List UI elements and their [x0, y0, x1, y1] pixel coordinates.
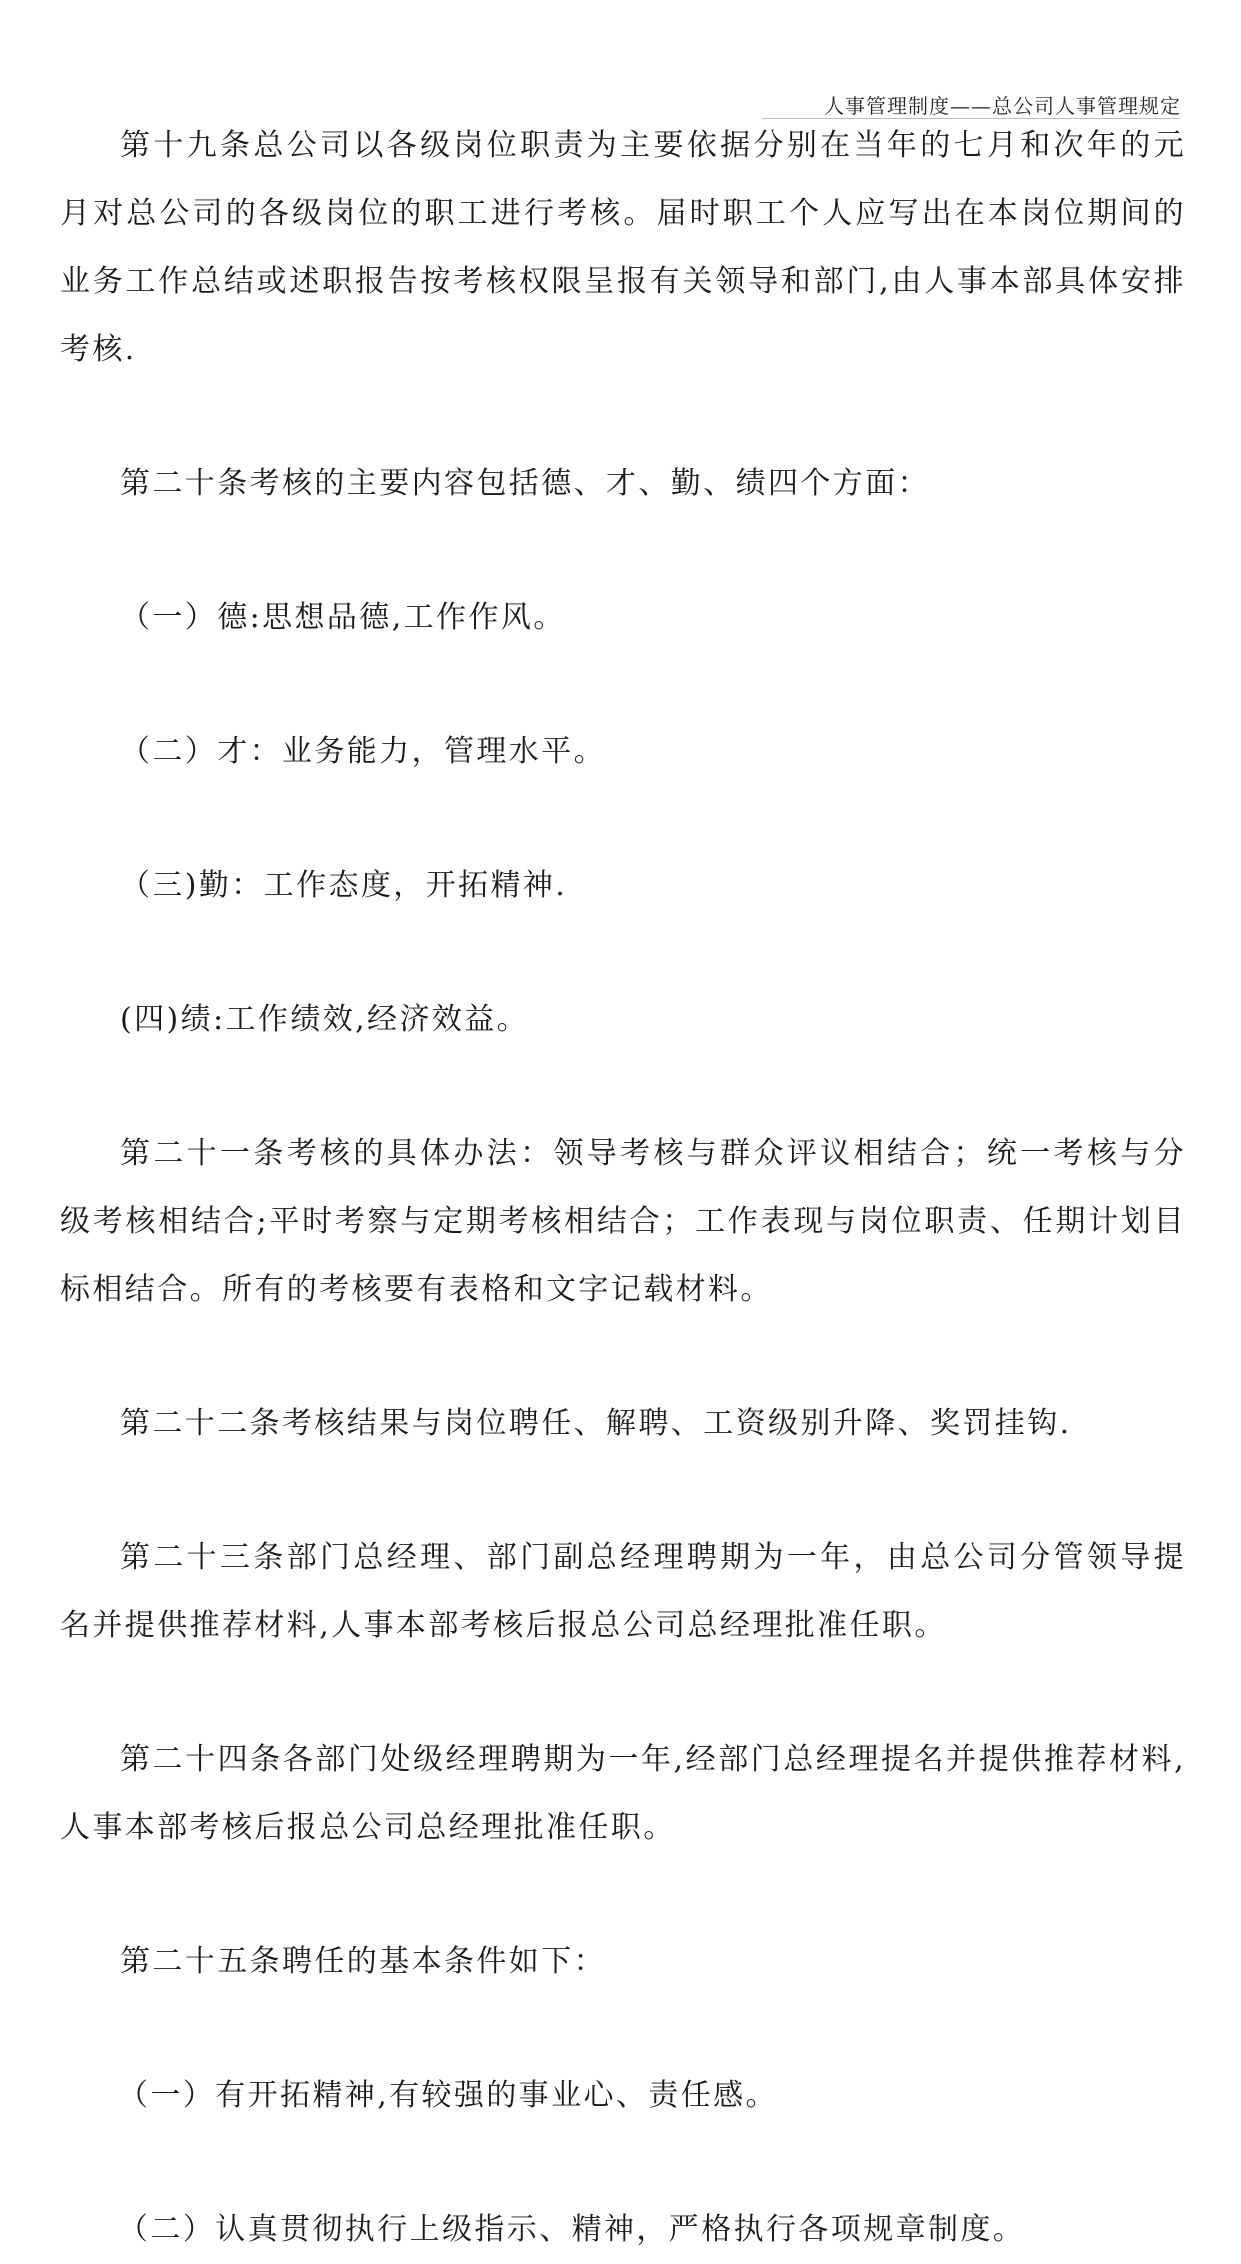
article-22-paragraph: 第二十二条考核结果与岗位聘任、解聘、工资级别升降、奖罚挂钩.: [120, 1406, 1072, 1441]
article-19-paragraph: 第十九条总公司以各级岗位职责为主要依据分别在当年的七月和次年的元月对总公司的各级岗位的职工进行考核。届时职工个人应写出在本岗位期间的业务工作总结或述职报告按考核权限呈报有关领导和部门,由人事本部具体安排考核.: [60, 128, 1186, 367]
article-21-paragraph: 第二十一条考核的具体办法：领导考核与群众评议相结合；统一考核与分级考核相结合;平时考察与定期考核相结合；工作表现与岗位职责、任期计划目标相结合。所有的考核要有表格和文字记载材料。: [60, 1136, 1186, 1307]
running-header: 人事管理制度——总公司人事管理规定: [824, 94, 1181, 118]
article-25-item-1: （一）有开拓精神,有较强的事业心、责任感。: [118, 2078, 778, 2113]
article-20-paragraph: 第二十条考核的主要内容包括德、才、勤、绩四个方面：: [120, 466, 930, 501]
article-20-item-1: （一）德:思想品德,工作作风。: [120, 600, 566, 635]
article-23-paragraph: 第二十三条部门总经理、部门副总经理聘期为一年，由总公司分管领导提名并提供推荐材料,人事本部考核后报总公司总经理批准任职。: [60, 1540, 1186, 1643]
article-20-item-4: (四)绩:工作绩效,经济效益。: [120, 1002, 530, 1037]
article-25-paragraph: 第二十五条聘任的基本条件如下：: [120, 1944, 606, 1979]
article-20-item-3: （三)勤：工作态度，开拓精神.: [120, 868, 568, 903]
document-body: [60, 112, 1186, 2264]
article-20-item-2: （二）才：业务能力，管理水平。: [120, 734, 606, 769]
article-25-item-2: （二）认真贯彻执行上级指示、精神，严格执行各项规章制度。: [118, 2212, 1026, 2247]
article-24-paragraph: 第二十四条各部门处级经理聘期为一年,经部门总经理提名并提供推荐材料,人事本部考核后报总公司总经理批准任职。: [60, 1742, 1186, 1845]
